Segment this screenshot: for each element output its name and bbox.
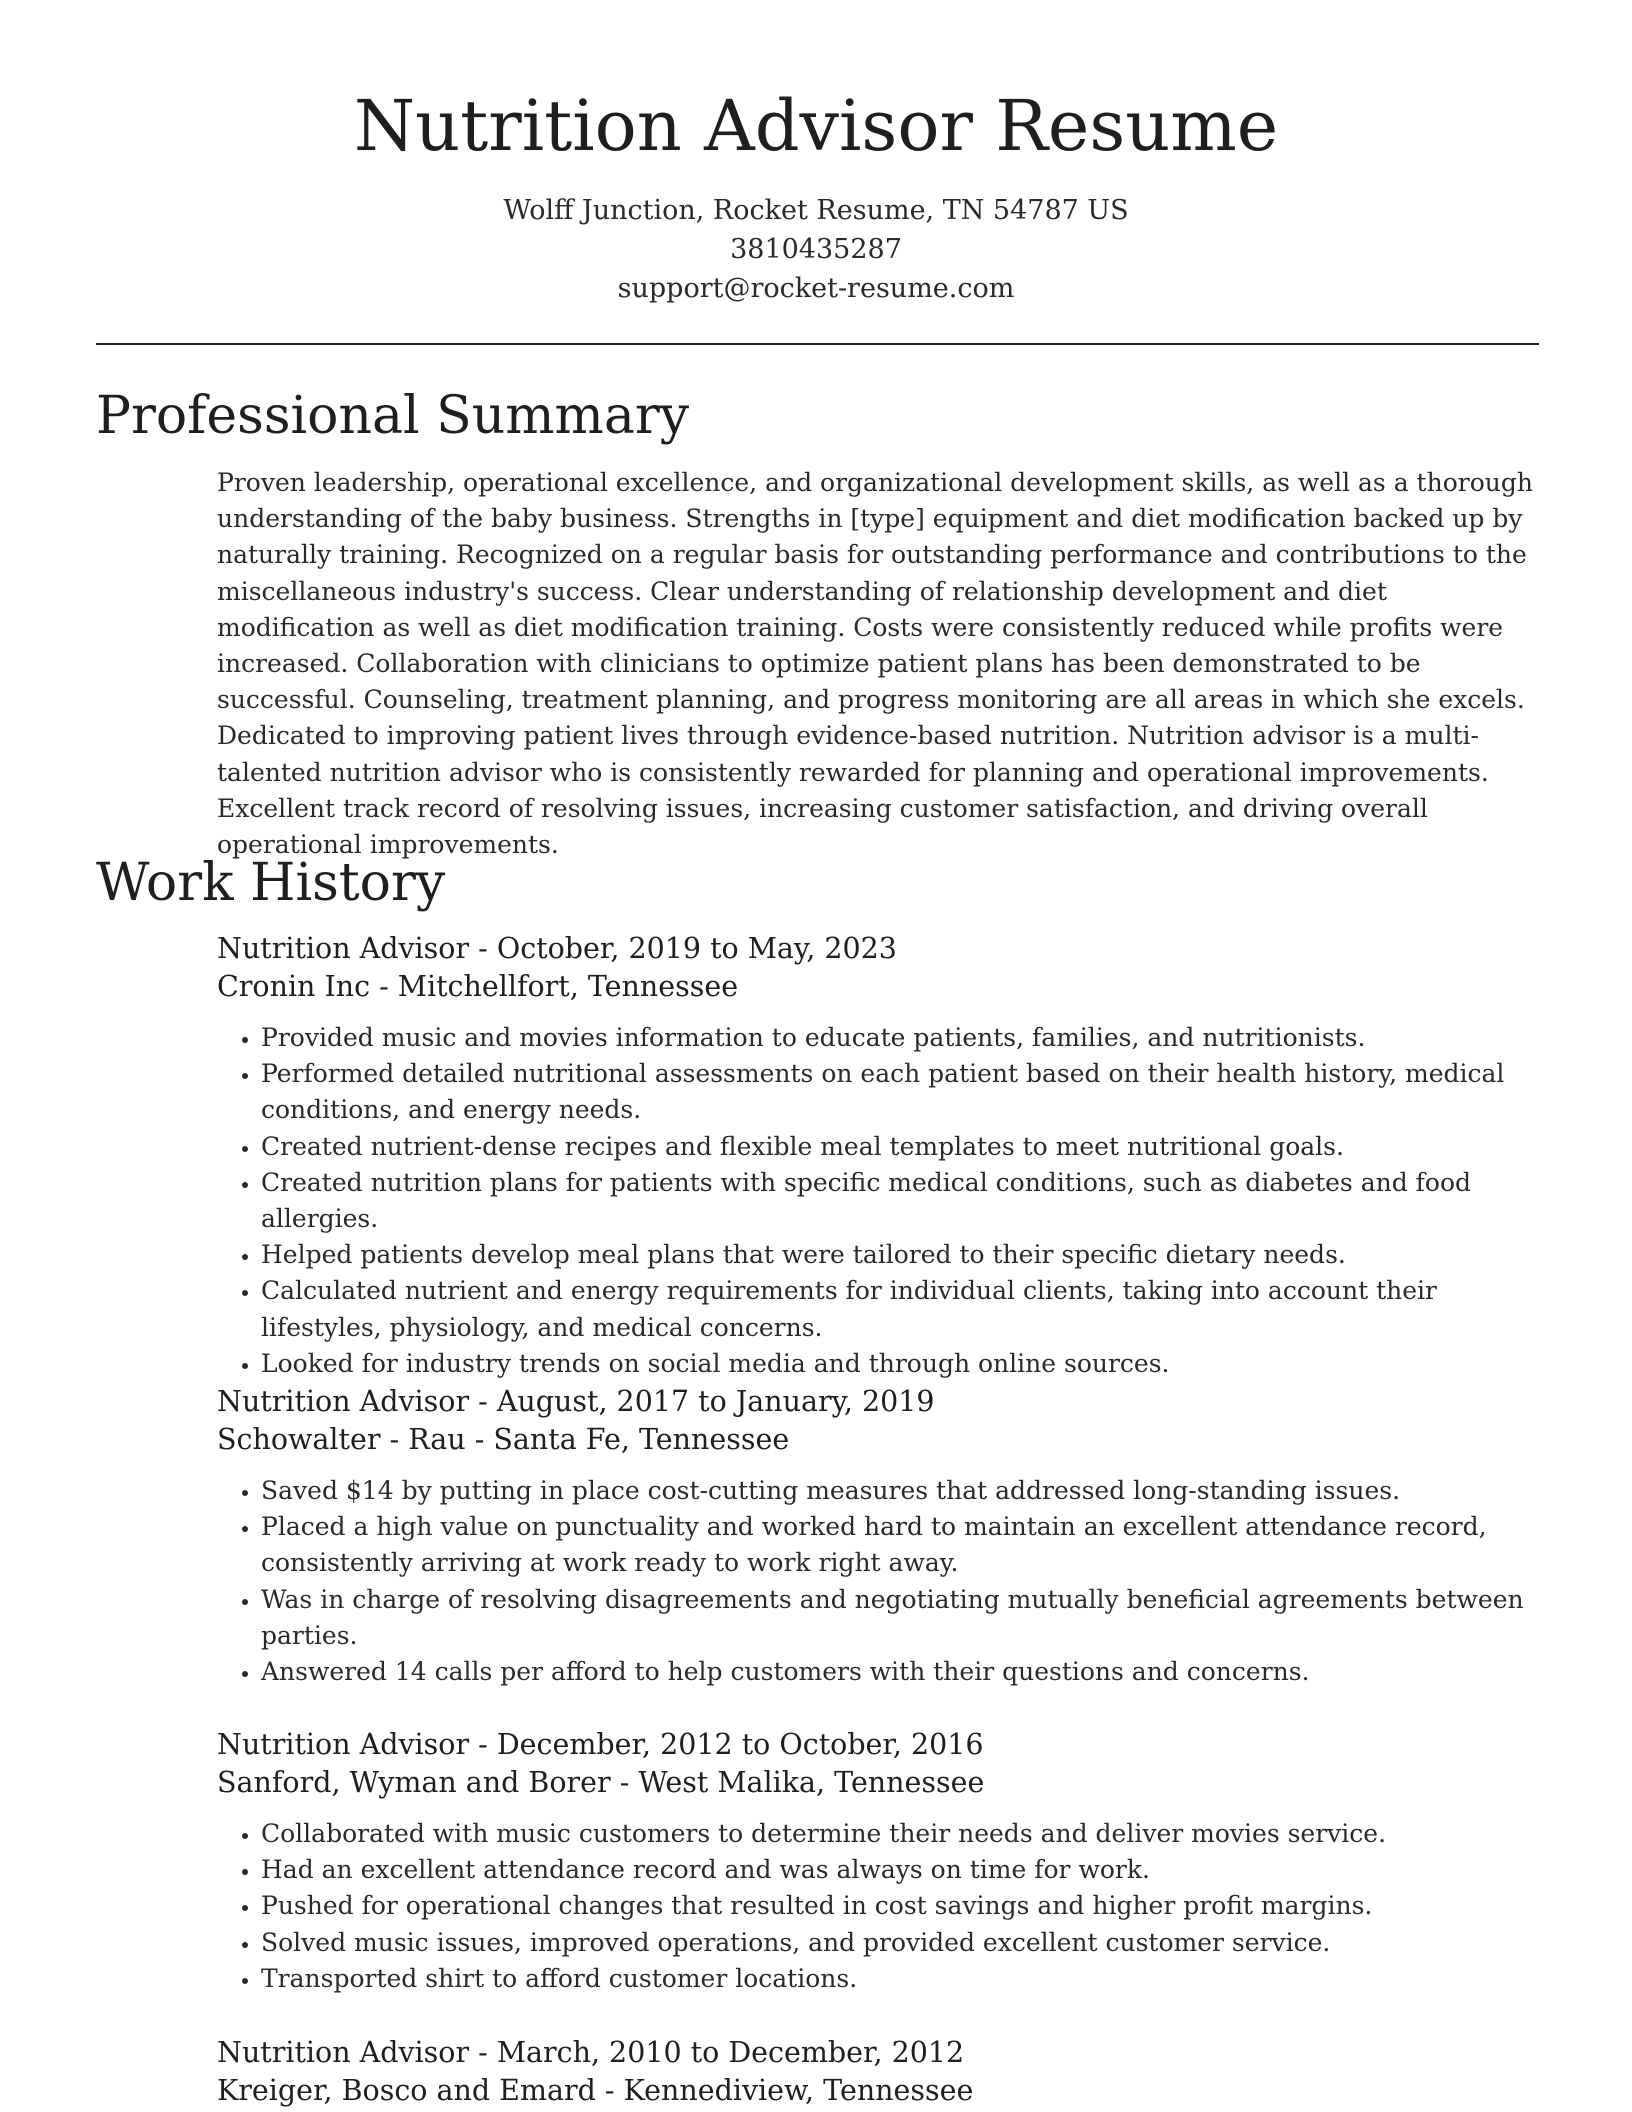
work-history-heading: Work History (96, 853, 446, 913)
contact-address: Wolff Junction, Rocket Resume, TN 54787 US (503, 195, 1129, 226)
job-company: Sanford, Wyman and Borer (217, 1766, 611, 1799)
header-divider (96, 343, 1539, 345)
job-company-line (217, 1764, 1537, 1802)
job-bullet: • Solved music issues, improved operations, and provided excellent customer service. (261, 1925, 1537, 1961)
job-bullet: • Had an excellent attendance record and was always on time for work. (261, 1852, 1537, 1888)
job-dates: - December, 2012 to October, 2016 (469, 1728, 984, 1761)
job-role: Nutrition Advisor (217, 2036, 470, 2069)
job-bullet: • Looked for industry trends on social media and through online sources. (261, 1346, 1537, 1382)
job-company-line (217, 2072, 1537, 2110)
job-bullets (217, 1473, 1537, 1690)
job-dates: - March, 2010 to December, 2012 (469, 2036, 965, 2069)
job-dates: - October, 2019 to May, 2023 (469, 932, 897, 965)
job-bullet: • Transported shirt to afford customer locations. (261, 1961, 1537, 1997)
job-bullet: • Provided music and movies information to educate patients, families, and nutritionists. (261, 1020, 1537, 1056)
job-company-line (217, 968, 1537, 1006)
job-role: Nutrition Advisor (217, 932, 470, 965)
job-bullet: • Pushed for operational changes that resulted in cost savings and higher profit margins. (261, 1888, 1537, 1924)
job-title-line (217, 1383, 1537, 1421)
job-bullet: • Was in charge of resolving disagreements and negotiating mutually beneficial agreements between parties. (261, 1582, 1537, 1654)
job-company: Schowalter - Rau (217, 1423, 466, 1456)
job-company: Kreiger, Bosco and Emard (217, 2074, 596, 2107)
job-location: - Santa Fe, Tennessee (465, 1423, 790, 1456)
job-bullet: • Collaborated with music customers to determine their needs and deliver movies service. (261, 1816, 1537, 1852)
job-title-line (217, 2034, 1537, 2072)
resume-title: Nutrition Advisor Resume (353, 85, 1279, 167)
job-location: - Kennediview, Tennessee (595, 2074, 974, 2107)
job-bullets (217, 1816, 1537, 1997)
job-bullet: • Saved $14 by putting in place cost-cutting measures that addressed long-standing issues. (261, 1473, 1537, 1509)
job-title-line (217, 930, 1537, 968)
job-company-line (217, 1421, 1537, 1459)
job-bullet: • Answered 14 calls per afford to help customers with their questions and concerns. (261, 1654, 1537, 1690)
job-title-line (217, 1726, 1537, 1764)
job-location: - West Malika, Tennessee (610, 1766, 985, 1799)
job-bullet: • Created nutrition plans for patients with specific medical conditions, such as diabetes and food allergies. (261, 1165, 1537, 1237)
summary-text: Proven leadership, operational excellence, and organizational development skills, as well as a thorough understanding of the baby business. Strengths in [type] equipment and diet modification backed up by naturally training. Recognized on a regular basis for outstanding performance and contributions to the miscellaneous industry's success. Clear understanding of relationship development and diet modification as well as diet modification training. Costs were consistently reduced while profits were increased. Collaboration with clinicians to optimize patient plans has been demonstrated to be successful. Counseling, treatment planning, and progress monitoring are all areas in which she excels. Dedicated to improving patient lives through evidence-based nutrition. Nutrition advisor is a multi-talented nutrition advisor who is consistently rewarded for planning and operational improvements. Excellent track record of resolving issues, increasing customer satisfaction, and driving overall operational improvements. (217, 468, 1533, 860)
job-location: - Mitchellfort, Tennessee (370, 970, 739, 1003)
contact-email: support@rocket-resume.com (617, 273, 1015, 304)
job-entry (217, 1383, 1537, 1690)
job-company: Cronin Inc (217, 970, 371, 1003)
job-role: Nutrition Advisor (217, 1385, 470, 1418)
job-bullet: • Helped patients develop meal plans that were tailored to their specific dietary needs. (261, 1237, 1537, 1273)
job-role: Nutrition Advisor (217, 1728, 470, 1761)
job-bullet: • Placed a high value on punctuality and worked hard to maintain an excellent attendance record, consistently arriving at work ready to work right away. (261, 1509, 1537, 1581)
job-bullet: • Performed detailed nutritional assessments on each patient based on their health history, medical conditions, and energy needs. (261, 1056, 1537, 1128)
job-entry (217, 2034, 1537, 2110)
summary-heading: Professional Summary (96, 386, 690, 446)
job-bullet: • Calculated nutrient and energy requirements for individual clients, taking into account their lifestyles, physiology, and medical concerns. (261, 1273, 1537, 1345)
job-bullet: • Created nutrient-dense recipes and flexible meal templates to meet nutritional goals. (261, 1129, 1537, 1165)
contact-phone: 3810435287 (730, 234, 902, 265)
job-entry (217, 1726, 1537, 1997)
job-dates: - August, 2017 to January, 2019 (469, 1385, 935, 1418)
job-entry (217, 930, 1537, 1382)
job-bullets (217, 1020, 1537, 1382)
